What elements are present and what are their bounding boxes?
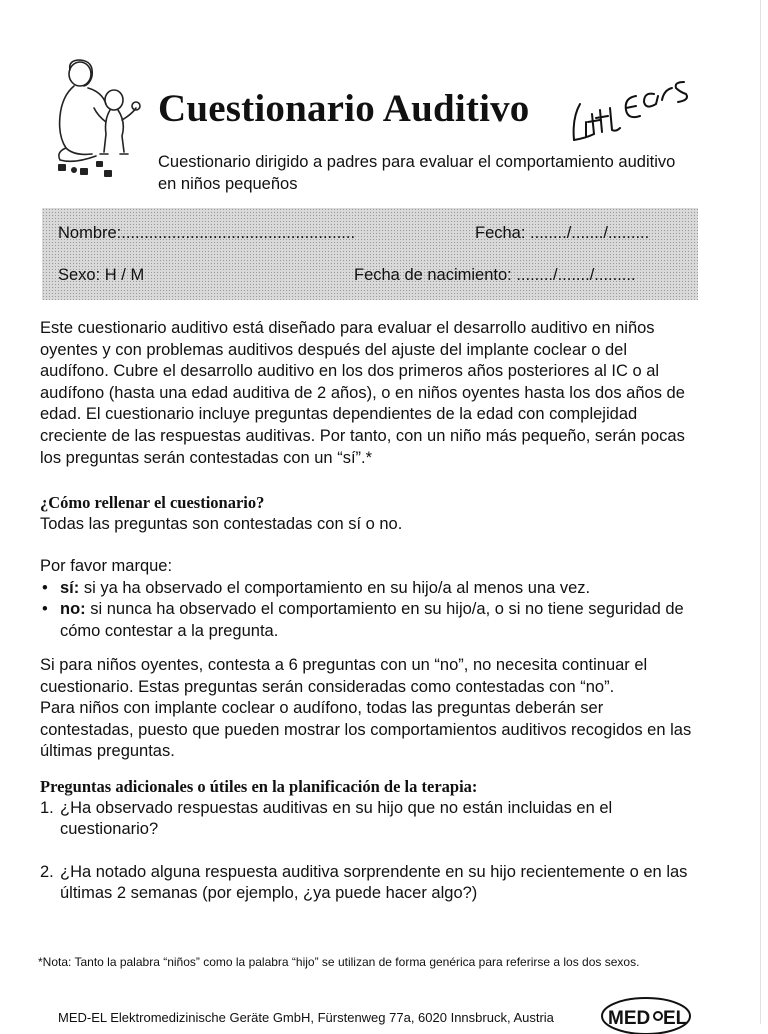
mark-label: Por favor marque: — [40, 557, 173, 575]
answer-options-list — [40, 578, 700, 643]
bullet: • — [42, 578, 48, 597]
patient-info-box — [42, 208, 698, 300]
option-yes-term: sí: — [60, 578, 80, 597]
medel-logo — [600, 994, 692, 1034]
sex-field[interactable]: Sexo: H / M — [58, 266, 145, 284]
rules-paragraph-1: Si para niños oyentes, contesta a 6 preguntas con un “no”, no necesita continuar el cuestionario. Estas preguntas serán consideradas como contestadas con “no”. — [40, 656, 648, 696]
medel-brand-text: MED — [608, 1008, 651, 1029]
list-item — [40, 599, 700, 642]
option-no-term: no: — [60, 600, 86, 619]
question-number: 1. — [40, 798, 54, 817]
option-yes-text: si ya ha observado el comportamiento en su hijo/a al menos una vez. — [79, 578, 591, 597]
question-number: 2. — [40, 862, 54, 881]
list-item — [40, 862, 700, 905]
question-text: ¿Ha observado respuestas auditivas en su hijo que no están incluidas en el cuestionario? — [60, 798, 613, 839]
footnote: *Nota: Tanto la palabra “niños” como la palabra “hijo” se utilizan de forma genérica para referirse a los dos sexos. — [38, 955, 640, 969]
howto-heading: ¿Cómo rellenar el cuestionario? — [40, 493, 265, 512]
howto-text: Todas las preguntas son contestadas con sí o no. — [40, 514, 403, 533]
page-subtitle: Cuestionario dirigido a padres para evaluar el comportamiento auditivo en niños pequeños — [158, 153, 676, 193]
mark-section — [40, 556, 700, 642]
rules-section — [40, 655, 700, 763]
date-field[interactable]: Fecha: ......../......./......... — [475, 224, 650, 242]
littlears-logo — [566, 78, 696, 158]
birth-date-field[interactable]: Fecha de nacimiento: ......../......./......... — [354, 266, 636, 284]
rules-paragraph-2: Para niños con implante coclear o audífono, todas las preguntas deberán ser contestadas, puesto que pueden mostrar los comportamientos auditivos recogidos en las últimas preguntas. — [40, 699, 692, 761]
option-no-text: si nunca ha observado el comportamiento en su hijo/a, o si no tiene seguridad de cómo contestar a la pregunta. — [60, 600, 684, 640]
mother-child-illustration — [44, 56, 154, 181]
list-item — [40, 578, 700, 600]
scan-edge-line — [760, 0, 761, 1024]
howto-section — [40, 492, 700, 535]
footer-address: MED-EL Elektromedizinische Geräte GmbH, Fürstenweg 77a, 6020 Innsbruck, Austria — [58, 1010, 554, 1025]
page-title: Cuestionario Auditivo — [158, 87, 530, 130]
extra-heading: Preguntas adicionales o útiles en la planificación de la terapia: — [40, 777, 478, 796]
name-field[interactable]: Nombre:................................................... — [58, 224, 356, 242]
extra-questions-list — [40, 798, 700, 905]
intro-paragraph: Este cuestionario auditivo está diseñado para evaluar el desarrollo auditivo en niños oyentes y con problemas auditivos después del ajuste del implante coclear o del audífono. Cubre el desarrollo auditivo en los dos primeros años posteriores al IC o al audífono (hasta una edad auditiva de 2 años), o en niños oyentes hasta los dos años de edad. El cuestionario incluye preguntas dependientes de la edad con complejidad creciente de las respuestas auditivas. Por tanto, con un niño más pequeño, serán pocas los preguntas serán contestadas con un “sí”.* — [40, 319, 685, 467]
extra-questions-section — [40, 776, 700, 905]
question-text: ¿Ha notado alguna respuesta auditiva sorprendente en su hijo recientemente o en las últimas 2 semanas (por ejemplo, ¿ya puede hacer algo?) — [60, 862, 688, 903]
medel-brand-suffix: EL — [663, 1008, 688, 1029]
list-item — [40, 798, 700, 841]
bullet: • — [42, 600, 48, 619]
